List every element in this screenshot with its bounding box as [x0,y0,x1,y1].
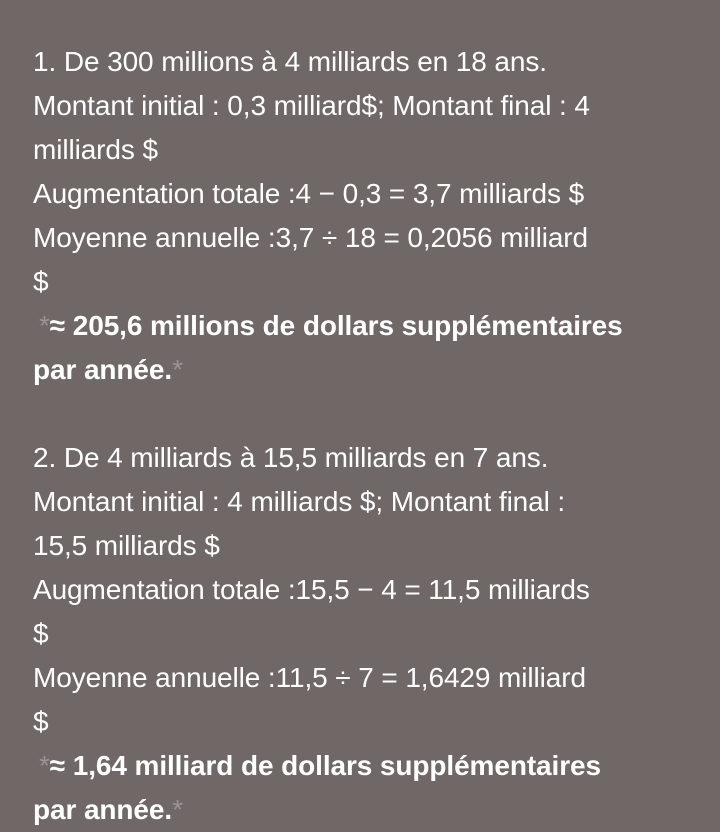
section-1-result-suffix-asterisk: * [172,354,183,385]
section-1-heading: 1. De 300 millions à 4 milliards en 18 ans. [33,46,547,77]
section-2-result-text-1: ≈ 1,64 milliard de dollars supplémentaires [49,750,601,781]
section-1-result-line-2 [33,348,686,392]
section-1-result-line-1 [33,304,686,348]
section-2-annual-average-line-2: $ [33,706,49,737]
section-2-amounts-line-2: 15,5 milliards $ [33,530,220,561]
section-1-amounts-line-1: Montant initial : 0,3 milliard$; Montant final : 4 [33,90,590,121]
section-2-annual-average-line-1: Moyenne annuelle :11,5 ÷ 7 = 1,6429 milliard [33,662,586,693]
section-2-result-line-1 [33,744,686,788]
section-2-result-line-2 [33,788,686,832]
section-1-result-text-1: ≈ 205,6 millions de dollars supplémentaires [49,310,623,341]
section-2-result-text-2: par année. [33,794,173,825]
section-2-amounts-line-1: Montant initial : 4 milliards $; Montant final : [33,486,566,517]
section-2-result-prefix-asterisk: * [39,750,50,781]
section-2-total-increase-line-1: Augmentation totale :15,5 − 4 = 11,5 milliards [33,574,590,605]
section-1-amounts-line-2: milliards $ [33,134,158,165]
section-2-result-suffix-asterisk: * [172,794,183,825]
section-1-annual-average-line-2: $ [33,266,49,297]
section-2-total-increase-line-2: $ [33,618,49,649]
section-1-total-increase: Augmentation totale :4 − 0,3 = 3,7 milliards $ [33,178,585,209]
section-2-heading: 2. De 4 milliards à 15,5 milliards en 7 ans. [33,442,549,473]
section-spacer [33,392,686,436]
section-1-annual-average-line-1: Moyenne annuelle :3,7 ÷ 18 = 0,2056 milliard [33,222,588,253]
section-1-result-prefix-asterisk: * [39,310,50,341]
section-1-result-text-2: par année. [33,354,173,385]
